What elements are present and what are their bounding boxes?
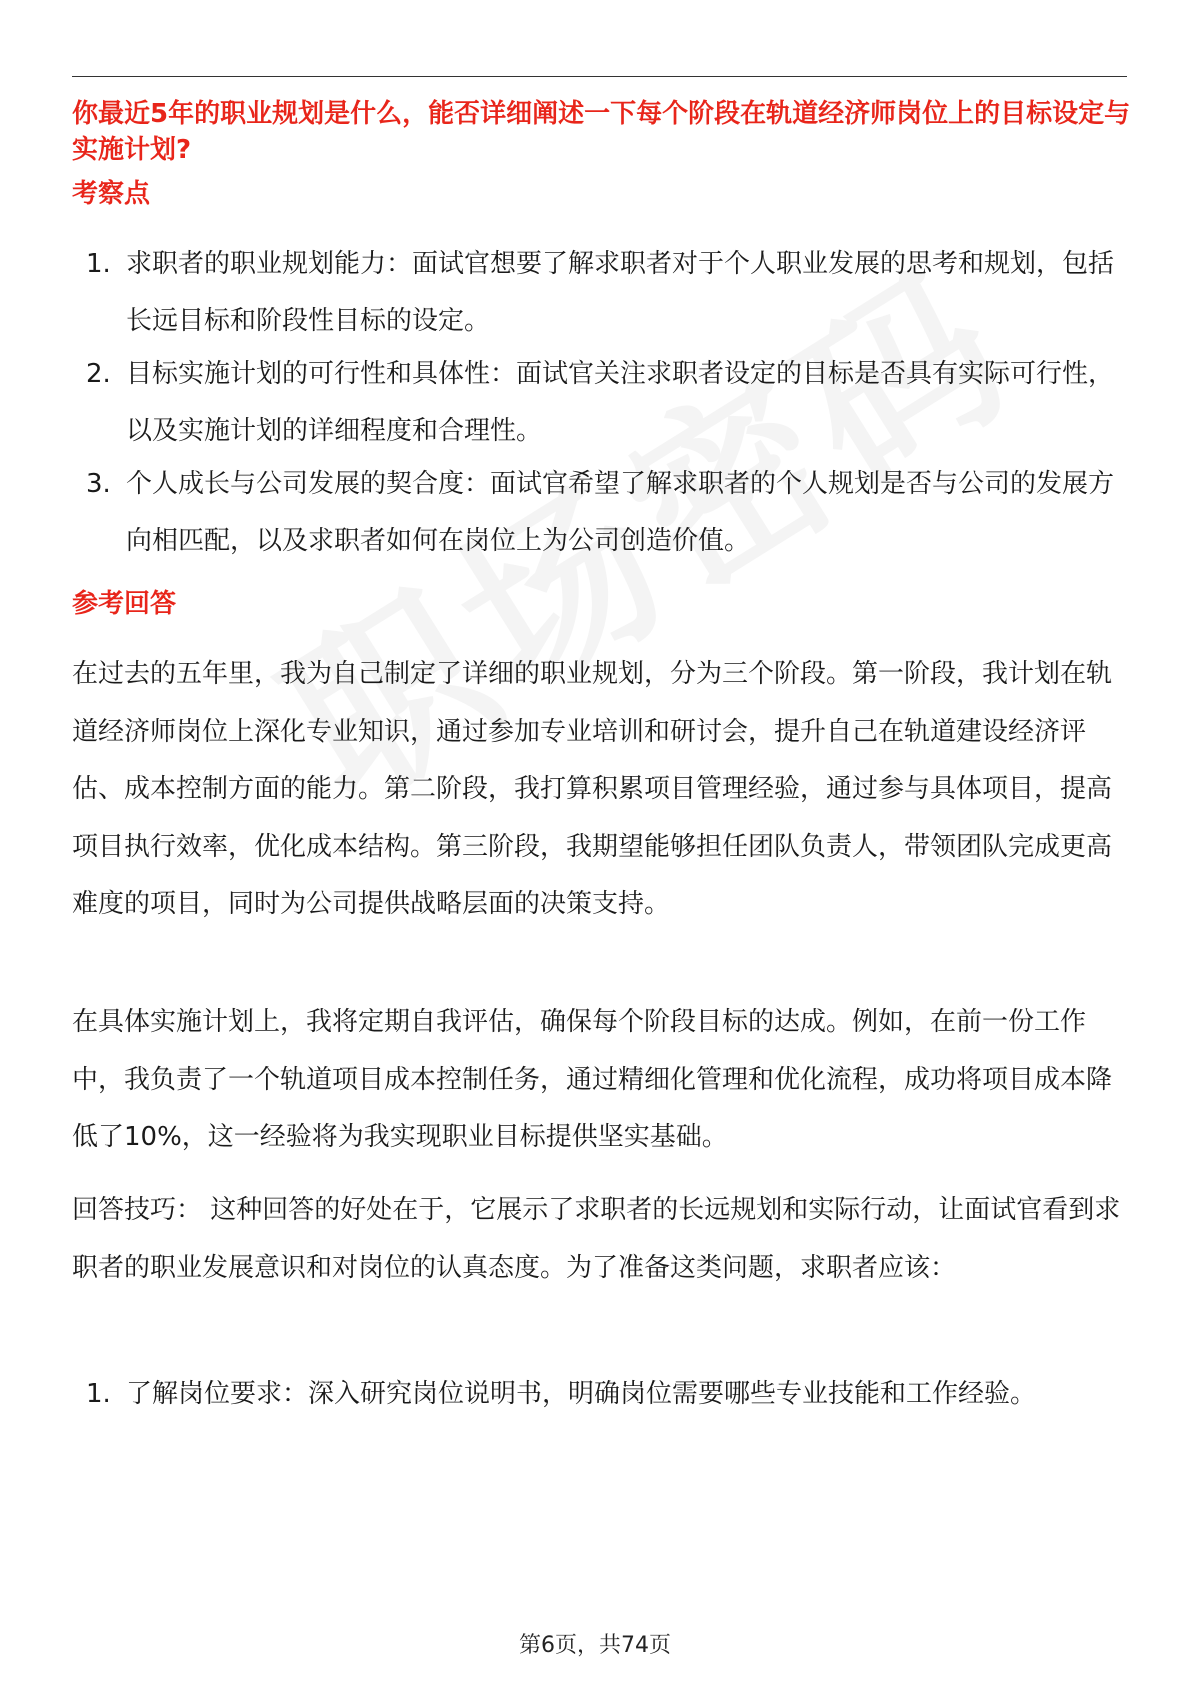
tips-list bbox=[72, 1366, 1132, 1423]
list-item-text: 目标实施计划的可行性和具体性：面试官关注求职者设定的目标是否具有实际可行性，以及实施计划的详细程度和合理性。 bbox=[126, 359, 1115, 446]
list-number: 1. bbox=[86, 249, 111, 279]
list-item-text: 个人成长与公司发展的契合度：面试官希望了解求职者的个人规划是否与公司的发展方向相匹配，以及求职者如何在岗位上为公司创造价值。 bbox=[126, 469, 1115, 556]
list-number: 3. bbox=[86, 469, 111, 499]
section-heading-answer: 参考回答 bbox=[72, 589, 177, 619]
list-item bbox=[72, 346, 1132, 460]
section-heading-focus: 考察点 bbox=[72, 179, 151, 209]
list-number: 2. bbox=[86, 359, 111, 389]
list-item-text: 求职者的职业规划能力：面试官想要了解求职者对于个人职业发展的思考和规划，包括长远目标和阶段性目标的设定。 bbox=[126, 249, 1115, 336]
focus-list bbox=[72, 236, 1132, 570]
answer-tips-paragraph: 回答技巧： 这种回答的好处在于，它展示了求职者的长远规划和实际行动，让面试官看到求职者的职业发展意识和对岗位的认真态度。为了准备这类问题，求职者应该： bbox=[72, 1195, 1121, 1283]
question-title: 你最近5年的职业规划是什么，能否详细阐述一下每个阶段在轨道经济师岗位上的目标设定与实施计划? bbox=[72, 99, 1131, 165]
list-item bbox=[72, 456, 1132, 570]
page-number-footer: 第6页，共74页 bbox=[519, 1633, 671, 1658]
answer-paragraph: 在过去的五年里，我为自己制定了详细的职业规划，分为三个阶段。第一阶段，我计划在轨道经济师岗位上深化专业知识，通过参加专业培训和研讨会，提升自己在轨道建设经济评估、成本控制方面的能力。第二阶段，我打算积累项目管理经验，通过参与具体项目，提高项目执行效率，优化成本结构。第三阶段，我期望能够担任团队负责人，带领团队完成更高难度的项目，同时为公司提供战略层面的决策支持。 bbox=[72, 659, 1113, 919]
list-item bbox=[72, 1366, 1132, 1423]
list-item-text: 了解岗位要求：深入研究岗位说明书，明确岗位需要哪些专业技能和工作经验。 bbox=[126, 1379, 1037, 1409]
list-number: 1. bbox=[86, 1379, 111, 1409]
top-divider bbox=[72, 76, 1127, 77]
list-item bbox=[72, 236, 1132, 350]
answer-paragraph: 在具体实施计划上，我将定期自我评估，确保每个阶段目标的达成。例如，在前一份工作中，我负责了一个轨道项目成本控制任务，通过精细化管理和优化流程，成功将项目成本降低了10%，这一经验将为我实现职业目标提供坚实基础。 bbox=[72, 1007, 1113, 1152]
